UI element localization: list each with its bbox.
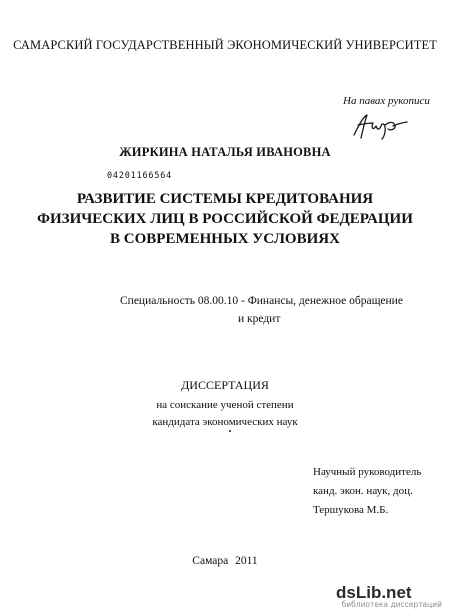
supervisor-block (313, 463, 421, 520)
dissertation-label: ДИССЕРТАЦИЯ (181, 378, 269, 392)
dslib-caption: библиотека диссертаций (341, 600, 442, 609)
year: 2011 (235, 555, 258, 567)
degree-line-1: на соискание ученой степени (156, 399, 294, 411)
university-name: САМАРСКИЙ ГОСУДАРСТВЕННЫЙ ЭКОНОМИЧЕСКИЙ УНИВЕРСИТЕТ (13, 38, 437, 52)
specialty-block (120, 292, 403, 328)
supervisor-line-2: канд. экон. наук, доц. (313, 485, 413, 497)
title-line-1: РАЗВИТИЕ СИСТЕМЫ КРЕДИТОВАНИЯ (76, 191, 374, 207)
specialty-line-1: Специальность 08.00.10 - Финансы, денежное обращение (120, 295, 403, 307)
dslib-logo (336, 583, 442, 601)
city-year (0, 555, 450, 567)
supervisor-line-3: Тершукова М.Б. (313, 504, 389, 516)
city: Самара (192, 555, 229, 567)
degree-block (0, 397, 450, 431)
supervisor-line-1: Научный руководитель (313, 466, 422, 478)
author-name: ЖИРКИНА НАТАЛЬЯ ИВАНОВНА (119, 145, 331, 159)
manuscript-rights-note: На павах рукописи (343, 95, 430, 107)
dissertation-title (0, 189, 450, 249)
specialty-line-2: и кредит (238, 313, 281, 325)
handwritten-signature (351, 111, 409, 141)
title-line-2: ФИЗИЧЕСКИХ ЛИЦ В РОССИЙСКОЙ ФЕДЕРАЦИИ (37, 211, 413, 227)
scan-speck (229, 430, 231, 432)
title-line-3: В СОВРЕМЕННЫХ УСЛОВИЯХ (110, 231, 340, 247)
dslib-logo-text: dsLib.net (336, 583, 412, 601)
degree-line-2: кандидата экономических наук (152, 416, 298, 428)
catalog-number-stamp: 04201166564 (107, 171, 173, 181)
